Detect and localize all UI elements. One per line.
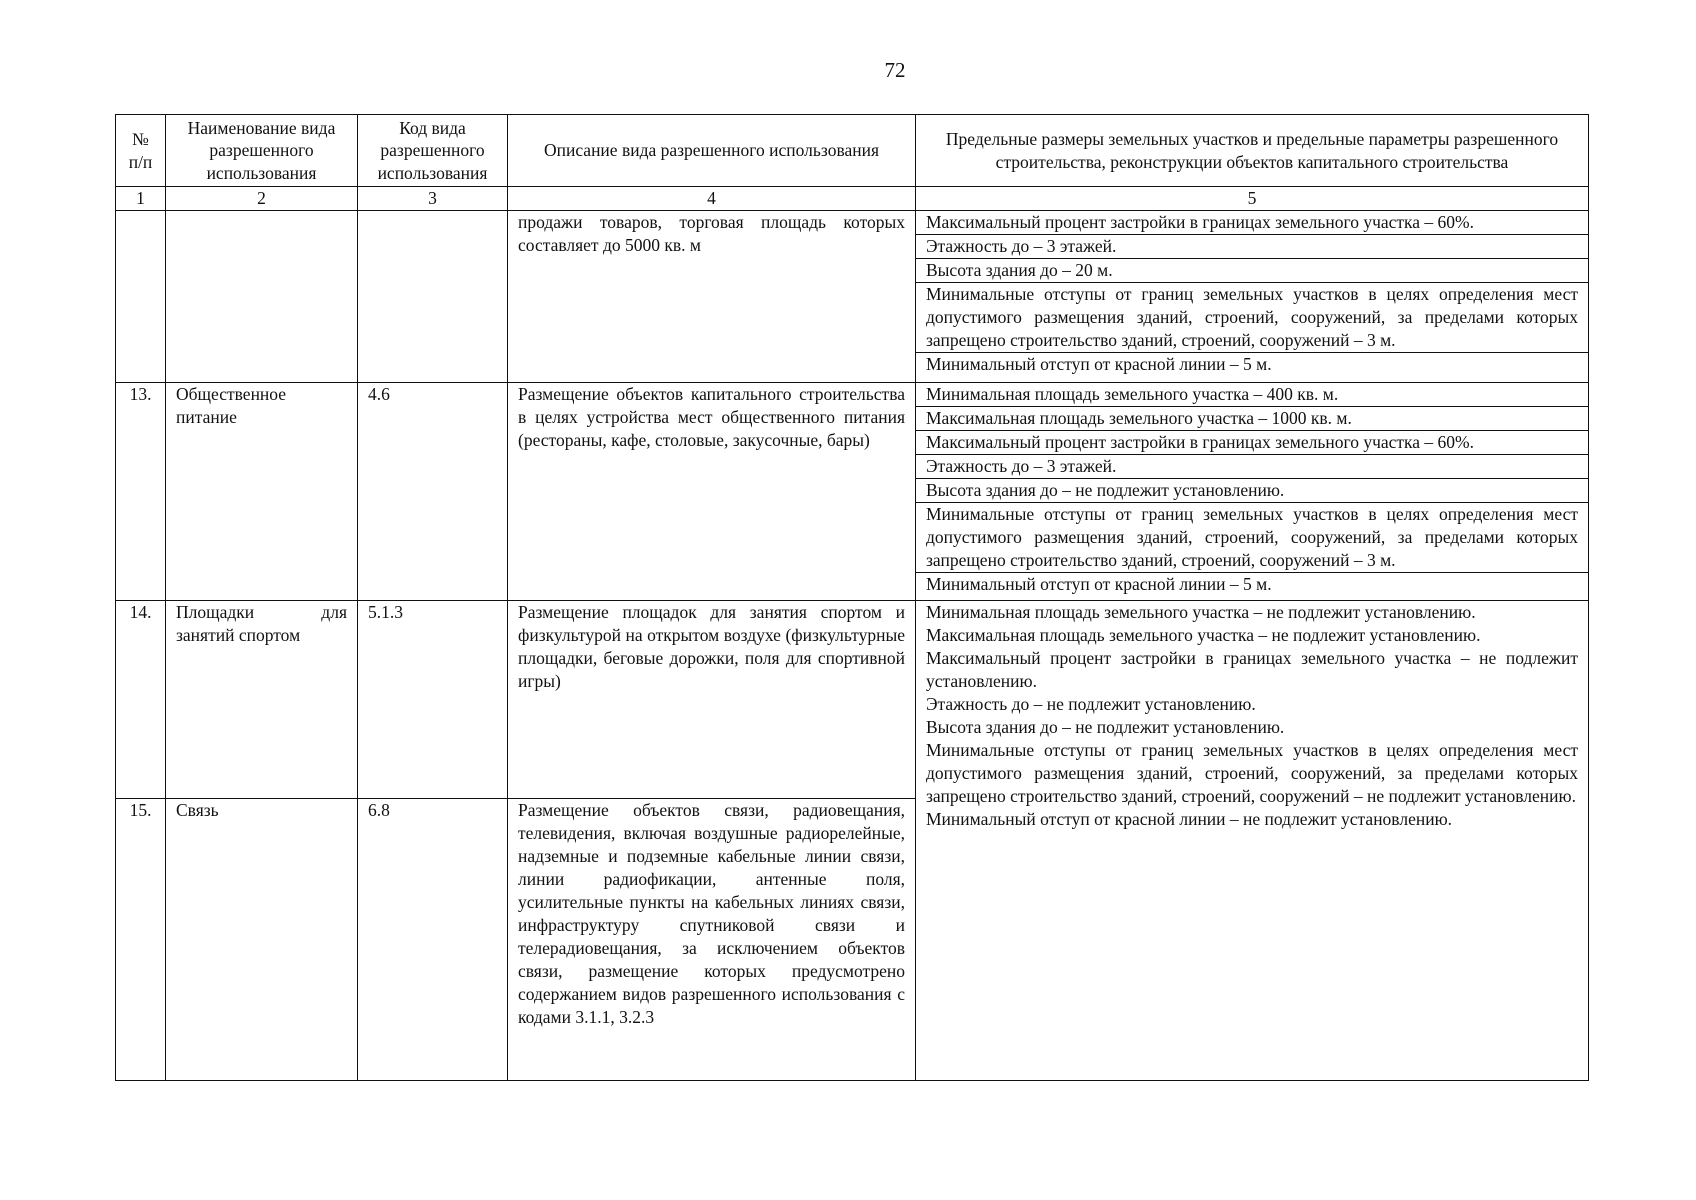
- header-num: № п/п: [116, 115, 166, 187]
- row-code: 5.1.3: [358, 601, 508, 799]
- row-num: [116, 211, 166, 383]
- row-name: [166, 211, 358, 383]
- param-line: Этажность до – 3 этажей.: [916, 455, 1588, 479]
- table-header-row: [116, 115, 1589, 187]
- param-line: Максимальная площадь земельного участка – 1000 кв. м.: [916, 407, 1588, 431]
- row-name: Площадки для занятий спортом: [166, 601, 358, 799]
- param-line: Минимальные отступы от границ земельных участков в целях определения мест допустимого размещения зданий, строений, сооружений, за пределами которых запрещено строительство зданий, строений, сооружений – не подлежит установлению.: [926, 740, 1578, 806]
- param-line: Минимальные отступы от границ земельных участков в целях определения мест допустимого размещения зданий, строений, сооружений, за пределами которых запрещено строительство зданий, строений, сооружений – 3 м.: [916, 503, 1588, 573]
- row-name: Общественное питание: [166, 383, 358, 601]
- row-code: 6.8: [358, 799, 508, 1081]
- header-code: Код вида разрешенного использования: [358, 115, 508, 187]
- row-params: [916, 383, 1589, 601]
- column-number: 5: [916, 187, 1589, 211]
- param-line: Этажность до – не подлежит установлению.: [926, 694, 1256, 714]
- table-row: [116, 383, 1589, 601]
- row-num: 13.: [116, 383, 166, 601]
- param-line: Минимальная площадь земельного участка – не подлежит установлению.: [926, 602, 1476, 622]
- param-line: Максимальная площадь земельного участка – не подлежит установлению.: [926, 625, 1481, 645]
- column-number-row: [116, 187, 1589, 211]
- param-line: Высота здания до – не подлежит установлению.: [926, 717, 1285, 737]
- row-description: Размещение объектов капитального строительства в целях устройства мест общественного питания (рестораны, кафе, столовые, закусочные, бары): [508, 383, 916, 601]
- row-params: [916, 211, 1589, 383]
- param-line: Минимальные отступы от границ земельных участков в целях определения мест допустимого размещения зданий, строений, сооружений, за пределами которых запрещено строительство зданий, строений, сооружений – 3 м.: [916, 283, 1588, 353]
- param-line: Максимальный процент застройки в границах земельного участка – 60%.: [916, 431, 1588, 455]
- row-description: продажи товаров, торговая площадь которых составляет до 5000 кв. м: [508, 211, 916, 383]
- table-row: [116, 601, 1589, 799]
- param-line: Минимальная площадь земельного участка – 400 кв. м.: [916, 383, 1588, 407]
- column-number: 2: [166, 187, 358, 211]
- param-line: Высота здания до – не подлежит установлению.: [916, 479, 1588, 503]
- row-num: 15.: [116, 799, 166, 1081]
- column-number: 3: [358, 187, 508, 211]
- row-description: Размещение объектов связи, радиовещания, телевидения, включая воздушные радиорелейные, надземные и подземные кабельные линии связи, линии радиофикации, антенные поля, усилительные пункты на кабельных линиях связи, инфраструктуру спутниковой связи и телерадиовещания, за исключением объектов связи, размещение которых предусмотрено содержанием видов разрешенного использования с кодами 3.1.1, 3.2.3: [508, 799, 916, 1081]
- row-code: 4.6: [358, 383, 508, 601]
- param-line: Этажность до – 3 этажей.: [916, 235, 1588, 259]
- param-line: Минимальный отступ от красной линии – не подлежит установлению.: [926, 809, 1453, 829]
- table-row: [116, 211, 1589, 383]
- page-number: 72: [884, 58, 906, 82]
- param-line: Высота здания до – 20 м.: [916, 259, 1588, 283]
- row-description: Размещение площадок для занятия спортом и физкультурой на открытом воздухе (физкультурные площадки, беговые дорожки, поля для спортивной игры): [508, 601, 916, 799]
- param-line: Максимальный процент застройки в границах земельного участка – не подлежит установлению.: [926, 648, 1578, 691]
- shared-params: [916, 601, 1589, 1081]
- header-params: Предельные размеры земельных участков и предельные параметры разрешенного строительства, реконструкции объектов капитального строительства: [916, 115, 1589, 187]
- row-num: 14.: [116, 601, 166, 799]
- row-code: [358, 211, 508, 383]
- header-description: Описание вида разрешенного использования: [508, 115, 916, 187]
- param-line: Минимальный отступ от красной линии – 5 м.: [926, 354, 1272, 374]
- param-line: Максимальный процент застройки в границах земельного участка – 60%.: [916, 211, 1588, 235]
- land-use-table: [115, 114, 1589, 1081]
- row-name: Связь: [166, 799, 358, 1081]
- column-number: 4: [508, 187, 916, 211]
- column-number: 1: [116, 187, 166, 211]
- header-name: Наименование вида разрешенного использования: [166, 115, 358, 187]
- param-line: Минимальный отступ от красной линии – 5 м.: [926, 574, 1272, 594]
